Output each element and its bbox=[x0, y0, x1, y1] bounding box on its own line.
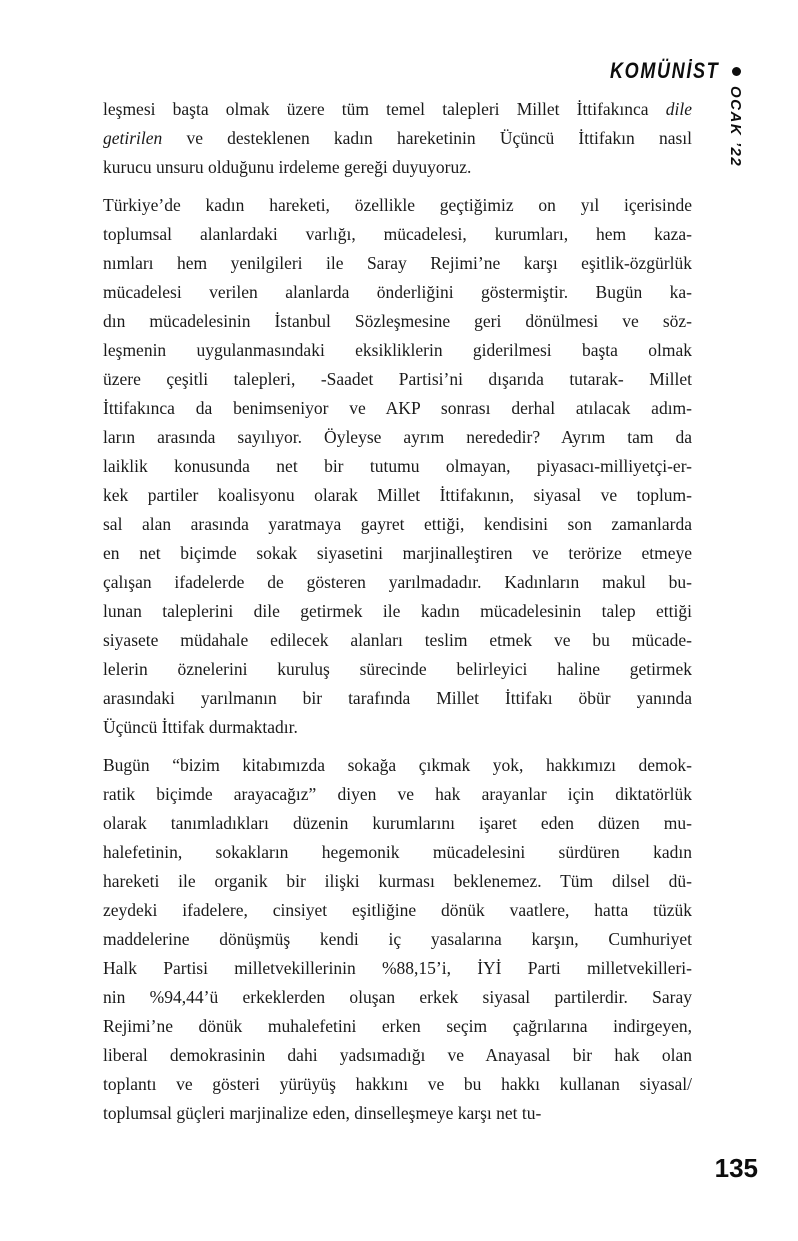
text-line bbox=[103, 751, 692, 780]
text-line bbox=[103, 1012, 692, 1041]
text-segment: Üçüncü İttifak durmaktadır. bbox=[103, 717, 298, 737]
text-segment: halefetinin, sokakların hegemonik mücadelesini sürdüren kadın bbox=[103, 842, 692, 862]
text-segment: kek partiler koalisyonu olarak Millet İttifakının, siyasal ve toplum- bbox=[103, 485, 692, 505]
text-line bbox=[103, 278, 692, 307]
text-segment: ve desteklenen kadın hareketinin Üçüncü İttifakın nasıl bbox=[162, 128, 692, 148]
text-line bbox=[103, 336, 692, 365]
text-segment: leşmenin uygulanmasındaki eksikliklerin giderilmesi başta olmak bbox=[103, 340, 692, 360]
text-line bbox=[103, 597, 692, 626]
page-number: 135 bbox=[714, 1153, 758, 1183]
bullet-icon bbox=[732, 67, 741, 76]
text-segment: ratik biçimde arayacağız” diyen ve hak arayanlar için diktatörlük bbox=[103, 784, 692, 804]
text-segment: laiklik konusunda net bir tutumu olmayan, piyasacı-milliyetçi-er- bbox=[103, 456, 692, 476]
text-line bbox=[103, 809, 692, 838]
text-segment: Halk Partisi milletvekillerinin %88,15’i, İYİ Parti milletvekilleri- bbox=[103, 958, 692, 978]
text-segment: liberal demokrasinin dahi yadsımadığı ve Anayasal bir hak olan bbox=[103, 1045, 692, 1065]
text-line bbox=[103, 153, 692, 182]
text-segment: hareketi ile organik bir ilişki kurması beklenemez. Tüm dilsel dü- bbox=[103, 871, 692, 891]
text-line bbox=[103, 713, 692, 742]
text-segment: sal alan arasında yaratmaya gayret ettiği, kendisini son zamanlarda bbox=[103, 514, 692, 534]
text-segment: İttifakınca da benimseniyor ve AKP sonrası derhal atılacak adım- bbox=[103, 398, 692, 418]
text-segment: toplumsal güçleri marjinalize eden, dinselleşmeye karşı net tu- bbox=[103, 1103, 542, 1123]
italic-text-segment: dile bbox=[665, 99, 692, 119]
text-segment: nımları hem yenilgileri ile Saray Rejimi’ne karşı eşitlik-özgürlük bbox=[103, 253, 692, 273]
text-line bbox=[103, 365, 692, 394]
text-segment: arasındaki yarılmanın bir tarafında Millet İttifakı öbür yanında bbox=[103, 688, 692, 708]
text-segment: olarak tanımladıkları düzenin kurumlarını işaret eden düzen mu- bbox=[103, 813, 692, 833]
text-segment: leşmesi başta olmak üzere tüm temel talepleri Millet İttifakınca bbox=[103, 99, 666, 119]
text-segment: lelerin öznelerini kuruluş sürecinde belirleyici haline getirmek bbox=[103, 659, 692, 679]
text-line bbox=[103, 95, 692, 124]
text-line bbox=[103, 684, 692, 713]
text-segment: Bugün “bizim kitabımızda sokağa çıkmak yok, hakkımızı demok- bbox=[103, 755, 692, 775]
text-segment: mücadelesi verilen alanlarda önderliğini göstermiştir. Bugün ka- bbox=[103, 282, 692, 302]
text-line bbox=[103, 307, 692, 336]
text-line bbox=[103, 983, 692, 1012]
text-line bbox=[103, 896, 692, 925]
italic-text-segment: getirilen bbox=[103, 128, 163, 148]
paragraph bbox=[103, 95, 692, 182]
text-line bbox=[103, 568, 692, 597]
text-line bbox=[103, 510, 692, 539]
text-line bbox=[103, 867, 692, 896]
text-line bbox=[103, 423, 692, 452]
text-line bbox=[103, 452, 692, 481]
text-line bbox=[103, 191, 692, 220]
text-segment: dın mücadelesinin İstanbul Sözleşmesine geri dönülmesi ve söz- bbox=[103, 311, 692, 331]
text-line bbox=[103, 1070, 692, 1099]
text-line bbox=[103, 220, 692, 249]
text-line bbox=[103, 954, 692, 983]
text-segment: ların arasında sayılıyor. Öyleyse ayrım nerededir? Ayrım tam da bbox=[103, 427, 692, 447]
text-segment: kurucu unsuru olduğunu irdeleme gereği duyuyoruz. bbox=[103, 157, 472, 177]
text-line bbox=[103, 1041, 692, 1070]
text-segment: çalışan ifadelerde de gösteren yarılmadadır. Kadınların makul bu- bbox=[103, 572, 692, 592]
text-segment: Rejimi’ne dönük muhalefetini erken seçim çağrılarına indirgeyen, bbox=[103, 1016, 692, 1036]
page-body bbox=[103, 95, 692, 1128]
text-segment: nin %94,44’ü erkeklerden oluşan erkek siyasal partilerdir. Saray bbox=[103, 987, 692, 1007]
text-segment: toplantı ve gösteri yürüyüş hakkını ve bu hakkı kullanan siyasal/ bbox=[103, 1074, 692, 1094]
text-line bbox=[103, 249, 692, 278]
text-segment: siyasete müdahale edilecek alanları teslim etmek ve bu mücade- bbox=[103, 630, 692, 650]
text-segment: toplumsal alanlardaki varlığı, mücadelesi, kurumları, hem kaza- bbox=[103, 224, 692, 244]
text-line bbox=[103, 626, 692, 655]
text-line bbox=[103, 838, 692, 867]
text-line bbox=[103, 539, 692, 568]
text-line bbox=[103, 925, 692, 954]
journal-title: KOMÜNİST bbox=[609, 58, 719, 83]
text-segment: en net biçimde sokak siyasetini marjinalleştiren ve terörize etmeye bbox=[103, 543, 692, 563]
text-segment: zeydeki ifadelere, cinsiyet eşitliğine dönük vaatlere, hatta tüzük bbox=[103, 900, 692, 920]
text-line bbox=[103, 655, 692, 684]
text-segment: lunan taleplerini dile getirmek ile kadın mücadelesinin talep ettiği bbox=[103, 601, 692, 621]
paragraph bbox=[103, 751, 692, 1128]
text-segment: Türkiye’de kadın hareketi, özellikle geçtiğimiz on yıl içerisinde bbox=[103, 195, 692, 215]
text-line bbox=[103, 1099, 692, 1128]
text-segment: maddelerine dönüşmüş kendi iç yasalarına karşın, Cumhuriyet bbox=[103, 929, 692, 949]
paragraph bbox=[103, 191, 692, 742]
issue-label: OCAK ’22 bbox=[727, 86, 744, 168]
text-segment: üzere çeşitli talepleri, -Saadet Partisi’ni dışarıda tutarak- Millet bbox=[103, 369, 692, 389]
text-line bbox=[103, 394, 692, 423]
text-line bbox=[103, 124, 692, 153]
text-line bbox=[103, 780, 692, 809]
running-head bbox=[586, 58, 741, 84]
text-line bbox=[103, 481, 692, 510]
